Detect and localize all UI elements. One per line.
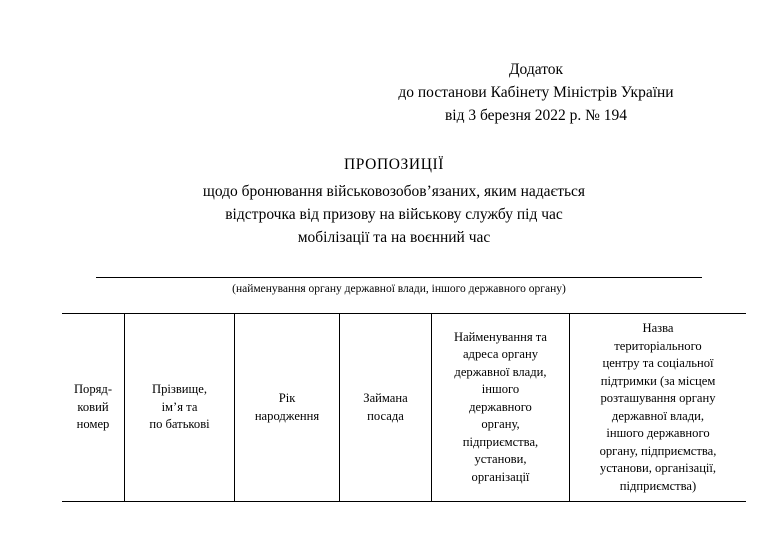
col6-line-5: розташування органу — [600, 391, 716, 405]
col6-line-8: органу, підприємства, — [599, 443, 717, 458]
col4-line-2: посада — [367, 408, 404, 423]
col1-line-1: Поряд- — [73, 382, 113, 397]
col3-line-2: народження — [254, 408, 320, 423]
header-line-appendix: Додаток — [508, 61, 564, 78]
col6-line-1: Назва — [642, 321, 674, 335]
table-column-header-position — [340, 314, 432, 501]
col5-line-1: Найменування та — [453, 329, 548, 344]
col6-line-7: іншого державного — [606, 426, 710, 440]
subtitle-line-3: мобілізації та на воєнний час — [297, 229, 491, 246]
table-column-header-order-number — [62, 314, 125, 501]
col6-line-6: державної влади, — [611, 408, 705, 423]
table-header-row — [62, 314, 746, 501]
page-subtitle — [64, 180, 724, 249]
col6-line-10: підприємства) — [619, 478, 697, 493]
table-column-header-authority-name-address — [432, 314, 570, 501]
col6-line-4: підтримки (за місцем — [600, 373, 716, 388]
col5-line-4: іншого — [481, 382, 520, 397]
col6-line-2: територіального — [614, 338, 702, 353]
col5-line-5: державного — [469, 399, 532, 414]
col5-line-9: організації — [471, 469, 530, 484]
col5-line-3: державної влади, — [454, 364, 547, 379]
page-title: ПРОПОЗИЦІЇ — [343, 156, 445, 173]
authority-name-caption: (найменування органу державної влади, іншого державного органу) — [232, 283, 566, 295]
col5-line-6: органу, — [481, 417, 520, 432]
table-bottom-rule — [62, 501, 746, 502]
col5-line-7: підприємства, — [462, 434, 539, 449]
subtitle-line-1: щодо бронювання військовозобов’язаних, яким надається — [202, 183, 586, 200]
document-header-block — [352, 58, 720, 127]
col5-line-2: адреса органу — [462, 347, 539, 362]
col6-line-3: центру та соціальної — [602, 356, 714, 370]
col2-line-3: по батькові — [149, 417, 210, 432]
table-column-header-birth-year — [235, 314, 340, 501]
header-line-date-number: від 3 березня 2022 р. № 194 — [444, 107, 628, 124]
col1-line-3: номер — [76, 417, 110, 432]
proposals-table — [62, 313, 746, 502]
col3-line-1: Рік — [278, 391, 296, 405]
col2-line-1: Прізвище, — [151, 382, 207, 397]
col4-line-1: Займана — [363, 391, 408, 405]
col5-line-8: установи, — [474, 452, 527, 467]
col6-line-9: установи, організації, — [599, 461, 717, 475]
table-column-header-territorial-center — [570, 314, 746, 501]
authority-name-rule — [96, 277, 702, 278]
table-column-header-full-name — [125, 314, 235, 501]
header-line-resolution: до постанови Кабінету Міністрів України — [398, 84, 674, 101]
subtitle-line-2: відстрочка від призову на військову службу під час — [225, 206, 563, 223]
col2-line-2: ім’я та — [161, 399, 198, 414]
col1-line-2: ковий — [77, 399, 109, 414]
